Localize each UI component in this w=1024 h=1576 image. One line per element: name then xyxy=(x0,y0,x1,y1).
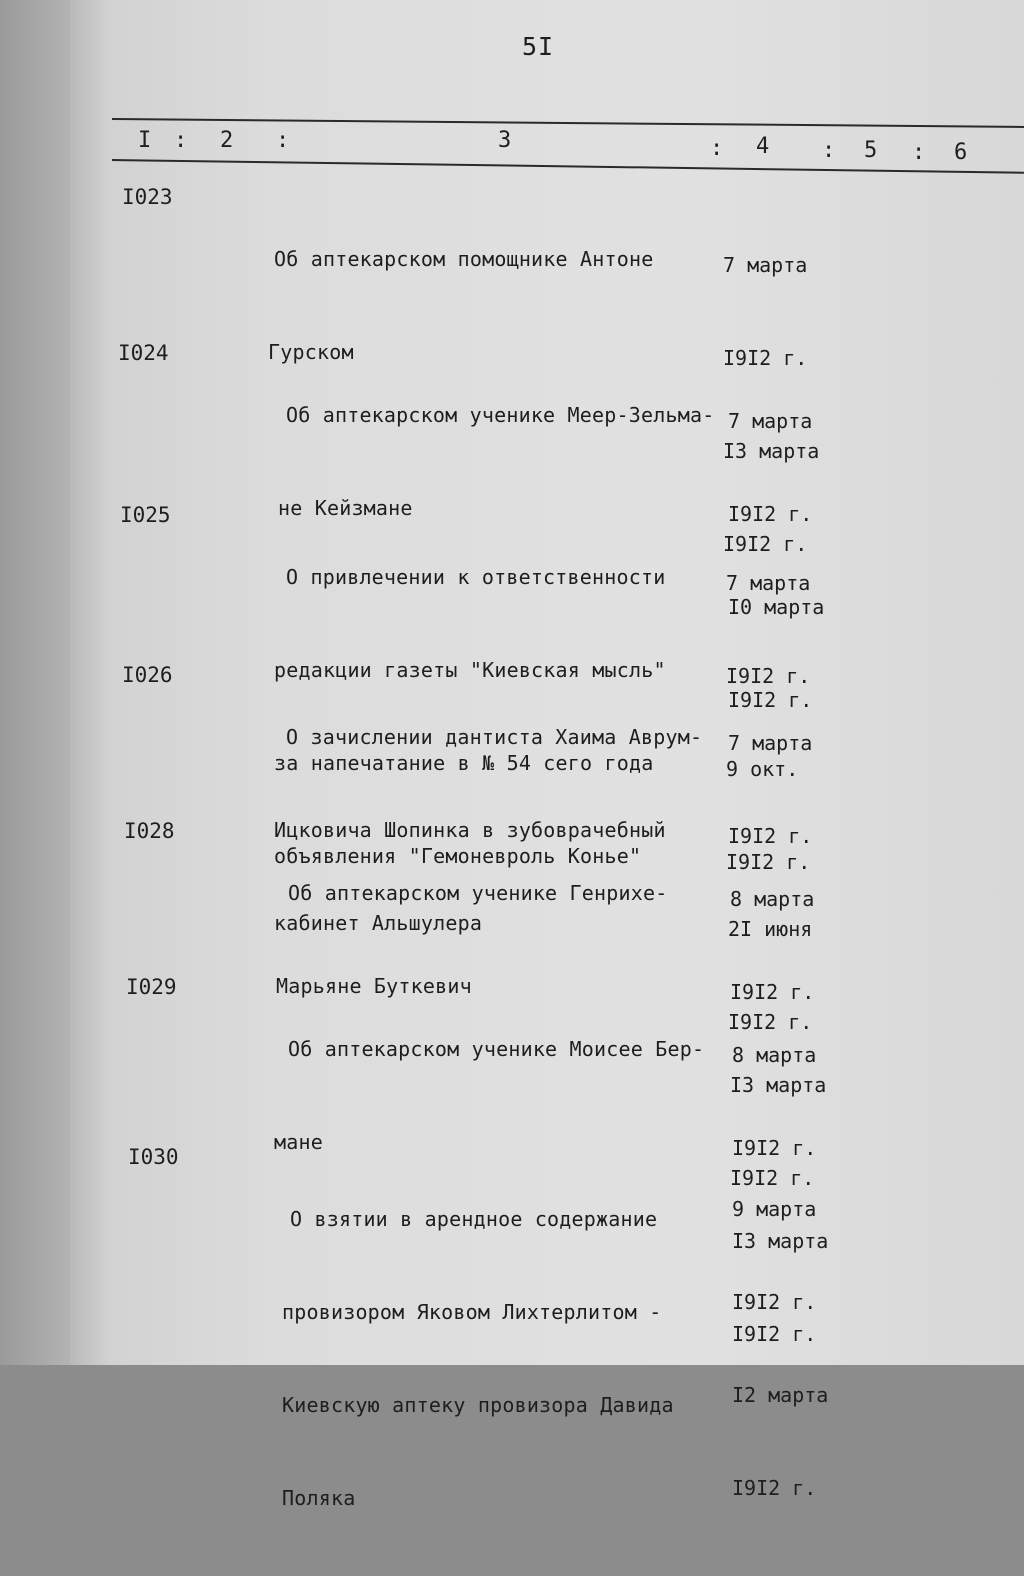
title-line: Об аптекарском ученике Меер-Зельма- xyxy=(286,403,715,427)
start-date: 9 марта xyxy=(732,1197,817,1221)
record-number: I026 xyxy=(122,663,173,687)
start-date: 8 марта xyxy=(732,1043,817,1067)
title-line: О взятии в арендное содержание xyxy=(290,1207,658,1231)
end-date: I3 марта xyxy=(732,1229,829,1253)
start-year: I9I2 г. xyxy=(723,346,808,370)
end-date: I0 марта xyxy=(728,595,825,619)
end-year: I9I2 г. xyxy=(732,1476,817,1500)
title-line: О зачислении дантиста Хаима Аврум- xyxy=(286,725,703,749)
page-number: 5I xyxy=(522,32,555,61)
title-line: Марьяне Буткевич xyxy=(276,974,472,998)
header-sep-5: : xyxy=(912,140,926,165)
title-line: не Кейзмане xyxy=(278,496,413,520)
record-number: I029 xyxy=(126,975,177,999)
header-bottom-rule xyxy=(112,159,1024,174)
record-number: I030 xyxy=(128,1145,179,1169)
start-date: 7 марта xyxy=(728,731,813,755)
start-year: I9I2 г. xyxy=(732,1136,817,1160)
header-col-6: 6 xyxy=(954,140,968,165)
record-dates xyxy=(732,1132,828,1566)
start-date: 7 марта xyxy=(728,409,813,433)
start-year: I9I2 г. xyxy=(728,824,813,848)
title-line: Поляка xyxy=(282,1486,356,1510)
record-number: I024 xyxy=(118,341,169,365)
start-date: 8 марта xyxy=(730,887,815,911)
end-date: I3 марта xyxy=(723,439,820,463)
title-line: редакции газеты "Киевская мысль" xyxy=(274,658,666,682)
header-col-4: 4 xyxy=(756,134,770,159)
title-line: провизором Яковом Лихтерлитом - xyxy=(282,1300,662,1324)
title-line: Об аптекарском ученике Моисее Бер- xyxy=(288,1037,705,1061)
title-line: Об аптекарском помощнике Антоне xyxy=(274,247,654,271)
header-col-1: I xyxy=(138,128,152,153)
start-date: 7 марта xyxy=(726,571,811,595)
end-year: I9I2 г. xyxy=(726,850,811,874)
record-number: I025 xyxy=(120,503,171,527)
header-top-rule xyxy=(112,118,1024,128)
end-year: I9I2 г. xyxy=(730,1166,815,1190)
end-year: I9I2 г. xyxy=(728,1010,813,1034)
title-line: за напечатание в № 54 сего года xyxy=(274,751,654,775)
start-year: I9I2 г. xyxy=(726,664,811,688)
header-col-3: 3 xyxy=(498,128,512,153)
record-number: I023 xyxy=(122,185,173,209)
end-date: I2 марта xyxy=(732,1383,829,1407)
record-title xyxy=(282,1142,674,1576)
title-line: Об аптекарском ученике Генрихе- xyxy=(288,881,668,905)
start-year: I9I2 г. xyxy=(730,980,815,1004)
title-line: Ицковича Шопинка в зубоврачебный xyxy=(274,818,666,842)
end-year: I9I2 г. xyxy=(728,688,813,712)
header-col-2: 2 xyxy=(220,128,234,153)
record-number: I028 xyxy=(124,819,175,843)
title-line: Киевскую аптеку провизора Давида xyxy=(282,1393,674,1417)
title-line: Гурском xyxy=(268,340,354,364)
document-page xyxy=(70,0,1024,1510)
header-sep-4: : xyxy=(822,138,836,163)
title-line: объявления "Гемоневроль Конье" xyxy=(274,844,642,868)
title-line: О привлечении к ответственности xyxy=(286,565,666,589)
start-year: I9I2 г. xyxy=(732,1290,817,1314)
header-sep-3: : xyxy=(710,136,724,161)
facing-page-edge xyxy=(0,0,70,1365)
end-date: I3 марта xyxy=(730,1073,827,1097)
header-col-5: 5 xyxy=(864,138,878,163)
start-date: 7 марта xyxy=(723,253,808,277)
title-line: кабинет Альшулера xyxy=(274,911,483,935)
start-year: I9I2 г. xyxy=(728,502,813,526)
end-year: I9I2 г. xyxy=(723,532,808,556)
end-date: 9 окт. xyxy=(726,757,799,781)
end-year: I9I2 г. xyxy=(732,1322,817,1346)
header-sep-1: : xyxy=(174,128,188,153)
header-sep-2: : xyxy=(276,128,290,153)
title-line: мане xyxy=(274,1130,323,1154)
end-date: 2I июня xyxy=(728,917,813,941)
